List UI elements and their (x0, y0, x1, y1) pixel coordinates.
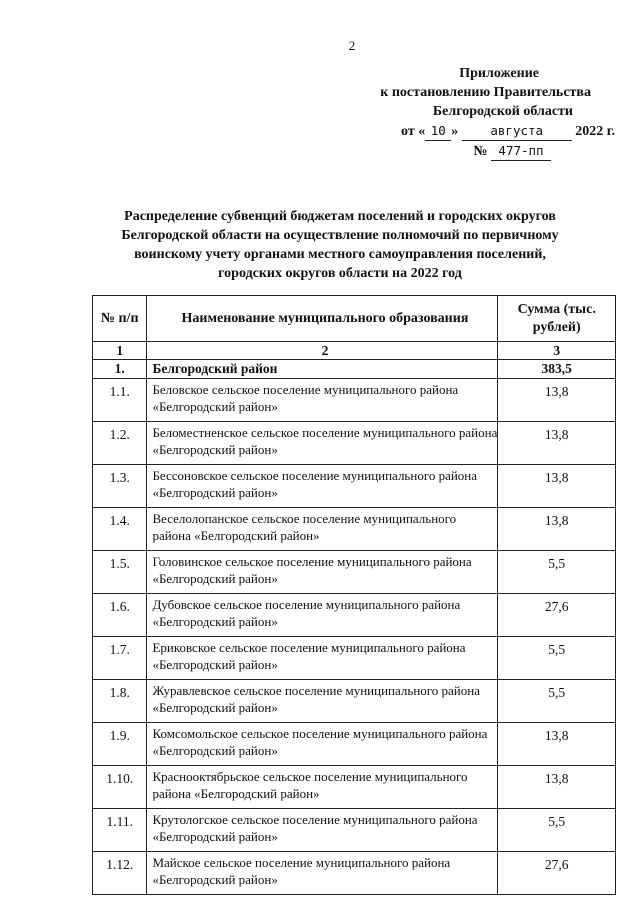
number-prefix: № (473, 144, 488, 159)
title-line-3: воинскому учету органами местного самоуправления поселений, (134, 247, 546, 262)
row-name: Веселолопанское сельское поселение муниципального района «Белгородский район» (147, 508, 498, 551)
index-col-2: 2 (147, 342, 498, 360)
table-header-row (93, 296, 616, 342)
page-number: 2 (348, 38, 356, 53)
title-line-2: Белгородской области на осуществление полномочий по первичному (121, 228, 559, 243)
row-name: Ериковское сельское поселение муниципального района «Белгородский район» (147, 637, 498, 680)
document-title (90, 207, 590, 283)
row-num: 1.3. (93, 465, 147, 508)
row-num: 1.9. (93, 723, 147, 766)
row-name: Дубовское сельское поселение муниципального района «Белгородский район» (147, 594, 498, 637)
table-row (93, 594, 616, 637)
approval-line-resolution: к постановлению Правительства (380, 85, 591, 100)
date-month: августа (462, 121, 572, 141)
subsidy-table (92, 295, 616, 895)
row-sum: 5,5 (498, 809, 616, 852)
index-col-1: 1 (93, 342, 147, 360)
date-mid: » (451, 124, 459, 139)
row-sum: 13,8 (498, 723, 616, 766)
row-name: Журавлевское сельское поселение муниципального района «Белгородский район» (147, 680, 498, 723)
row-sum: 27,6 (498, 594, 616, 637)
approval-block (360, 64, 615, 161)
region-name: Белгородский район (147, 360, 498, 379)
row-sum: 27,6 (498, 852, 616, 895)
table-row (93, 551, 616, 594)
title-line-1: Распределение субвенций бюджетам поселений и городских округов (124, 209, 556, 224)
title-line-4: городских округов области на 2022 год (218, 266, 462, 281)
table-row (93, 766, 616, 809)
date-day: 10 (425, 121, 451, 141)
region-sum: 383,5 (498, 360, 616, 379)
row-name: Майское сельское поселение муниципального района «Белгородский район» (147, 852, 498, 895)
row-num: 1.2. (93, 422, 147, 465)
index-col-3: 3 (498, 342, 616, 360)
row-name: Бессоновское сельское поселение муниципального района «Белгородский район» (147, 465, 498, 508)
row-num: 1.12. (93, 852, 147, 895)
header-sum: Сумма (тыс. рублей) (498, 296, 616, 342)
approval-number (360, 141, 615, 161)
table-index-row (93, 342, 616, 360)
row-sum: 13,8 (498, 422, 616, 465)
row-num: 1.1. (93, 379, 147, 422)
row-num: 1.10. (93, 766, 147, 809)
row-sum: 13,8 (498, 465, 616, 508)
row-num: 1.4. (93, 508, 147, 551)
table-row (93, 508, 616, 551)
date-prefix: от « (401, 124, 426, 139)
row-sum: 13,8 (498, 508, 616, 551)
table-region-row (93, 360, 616, 379)
row-sum: 13,8 (498, 379, 616, 422)
table-row (93, 852, 616, 895)
row-name: Беломестненское сельское поселение муниципального района «Белгородский район» (147, 422, 498, 465)
row-sum: 5,5 (498, 551, 616, 594)
table-row (93, 723, 616, 766)
row-num: 1.6. (93, 594, 147, 637)
header-num: № п/п (93, 296, 147, 342)
row-name: Крутологское сельское поселение муниципального района «Белгородский район» (147, 809, 498, 852)
table-row (93, 680, 616, 723)
approval-date (360, 121, 615, 141)
row-num: 1.5. (93, 551, 147, 594)
table-row (93, 637, 616, 680)
row-name: Комсомольское сельское поселение муниципального района «Белгородский район» (147, 723, 498, 766)
table-row (93, 422, 616, 465)
region-num: 1. (93, 360, 147, 379)
date-year: 2022 г. (575, 124, 615, 139)
row-sum: 13,8 (498, 766, 616, 809)
row-sum: 5,5 (498, 680, 616, 723)
row-num: 1.11. (93, 809, 147, 852)
row-num: 1.8. (93, 680, 147, 723)
table-row (93, 465, 616, 508)
row-name: Головинское сельское поселение муниципального района «Белгородский район» (147, 551, 498, 594)
row-name: Краснооктябрьское сельское поселение муниципального района «Белгородский район» (147, 766, 498, 809)
number-value: 477-пп (491, 141, 551, 161)
table-row (93, 379, 616, 422)
table-row (93, 809, 616, 852)
row-sum: 5,5 (498, 637, 616, 680)
row-name: Беловское сельское поселение муниципального района «Белгородский район» (147, 379, 498, 422)
approval-line-region: Белгородской области (432, 104, 573, 119)
row-num: 1.7. (93, 637, 147, 680)
header-name: Наименование муниципального образования (147, 296, 498, 342)
approval-heading: Приложение (459, 66, 539, 81)
